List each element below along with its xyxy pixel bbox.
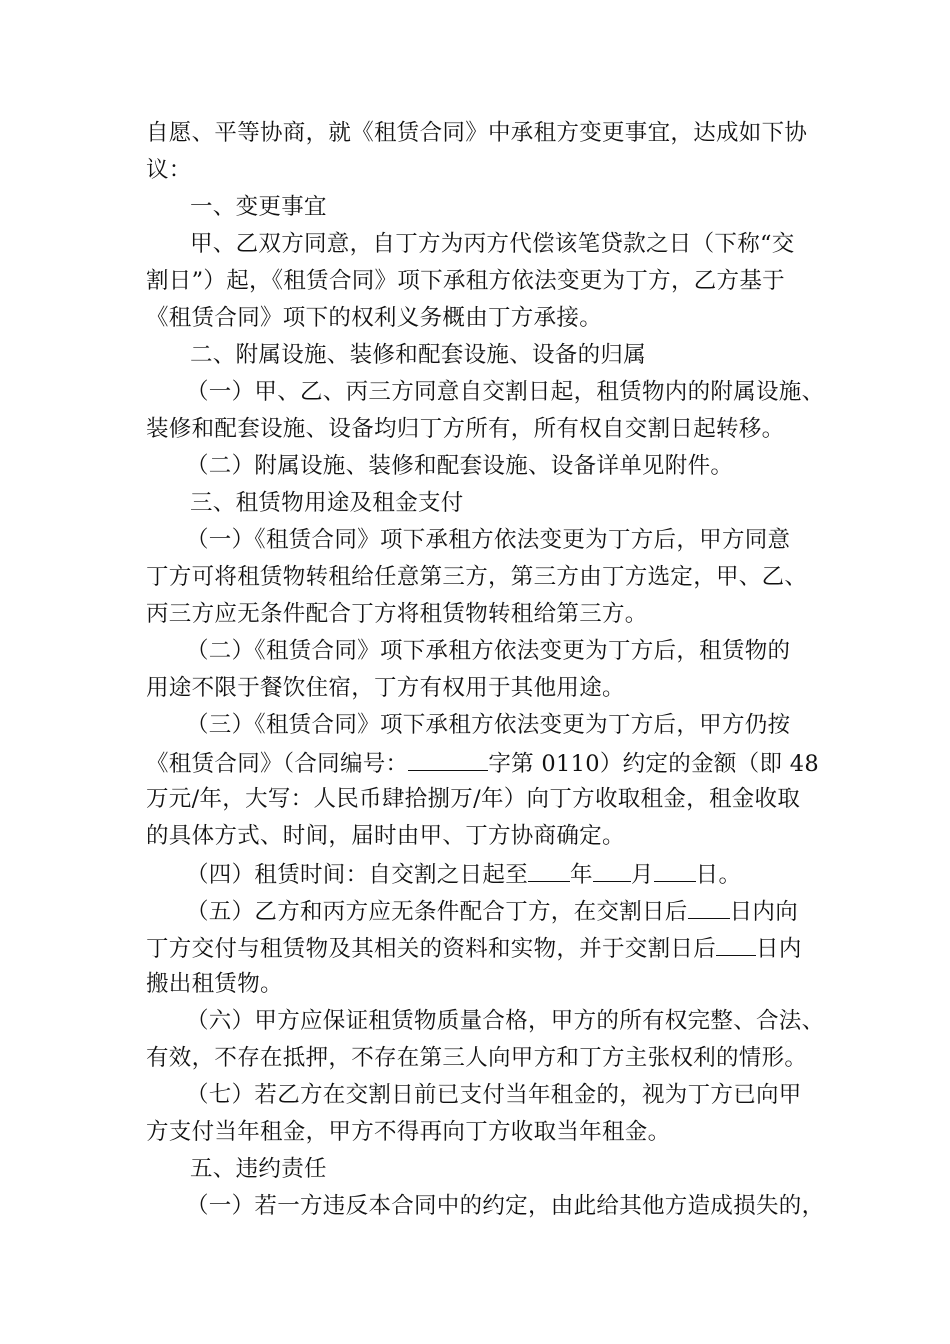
section-heading: 二、附属设施、装修和配套设施、设备的归属 bbox=[190, 342, 647, 368]
text-line: （一）甲、乙、丙三方同意自交割日起，租赁物内的附属设施、 bbox=[186, 379, 825, 405]
text-line: 方支付当年租金，甲方不得再向丁方收取当年租金。 bbox=[146, 1119, 671, 1145]
text-line: （一）《租赁合同》项下承租方依法变更为丁方后，甲方同意 bbox=[186, 527, 791, 553]
text-segment: （四）租赁时间：自交割之日起至 bbox=[186, 862, 529, 888]
days-blank bbox=[716, 929, 756, 956]
text-line bbox=[146, 892, 832, 929]
text-line: 割日”）起，《租赁合同》项下承租方依法变更为丁方，乙方基于 bbox=[146, 268, 785, 294]
text-line: （一）若一方违反本合同中的约定，由此给其他方造成损失的， bbox=[186, 1193, 825, 1219]
text-segment: （五）乙方和丙方应无条件配合丁方，在交割日后 bbox=[186, 899, 688, 925]
text-segment: 年 bbox=[570, 862, 593, 888]
text-line: 甲、乙双方同意，自丁方为丙方代偿该笔贷款之日（下称“交 bbox=[190, 231, 795, 257]
text-line: （七）若乙方在交割日前已支付当年租金的，视为丁方已向甲 bbox=[186, 1082, 802, 1108]
text-line: （三）《租赁合同》项下承租方依法变更为丁方后，甲方仍按 bbox=[186, 712, 791, 738]
day-blank bbox=[654, 855, 696, 882]
text-line: 丙三方应无条件配合丁方将租赁物转租给第三方。 bbox=[146, 601, 648, 627]
text-line bbox=[146, 855, 832, 892]
section-heading: 一、变更事宜 bbox=[190, 194, 327, 220]
text-line: 《租赁合同》项下的权利义务概由丁方承接。 bbox=[146, 305, 603, 331]
days-blank bbox=[688, 892, 730, 919]
text-segment: 日。 bbox=[695, 862, 742, 888]
text-line bbox=[146, 929, 832, 966]
text-segment: 《租赁合同》（合同编号： bbox=[146, 751, 409, 777]
text-line: 丁方可将租赁物转租给任意第三方，第三方由丁方选定，甲、乙、 bbox=[146, 564, 808, 590]
text-line: （二）附属设施、装修和配套设施、设备详单见附件。 bbox=[186, 453, 734, 479]
text-line: 用途不限于餐饮住宿，丁方有权用于其他用途。 bbox=[146, 675, 625, 701]
section-heading: 三、租赁物用途及租金支付 bbox=[190, 490, 464, 516]
text-line bbox=[146, 744, 832, 781]
text-line: （二）《租赁合同》项下承租方依法变更为丁方后，租赁物的 bbox=[186, 638, 791, 664]
text-line: 装修和配套设施、设备均归丁方所有，所有权自交割日起转移。 bbox=[146, 416, 785, 442]
text-line: 万元/年，大写：人民币肆拾捌万/年）向丁方收取租金，租金收取 bbox=[146, 786, 801, 812]
text-line: 自愿、平等协商，就《租赁合同》中承租方变更事宜，达成如下协 bbox=[146, 120, 808, 146]
contract-document bbox=[146, 115, 832, 1225]
text-line: 的具体方式、时间，届时由甲、丁方协商确定。 bbox=[146, 823, 625, 849]
text-line: 有效，不存在抵押，不存在第三人向甲方和丁方主张权利的情形。 bbox=[146, 1045, 808, 1071]
section-heading: 五、违约责任 bbox=[190, 1156, 327, 1182]
text-segment: 日内向 bbox=[729, 899, 799, 925]
text-segment: 字第 0110）约定的金额（即 48 bbox=[488, 751, 819, 777]
text-line: 搬出租赁物。 bbox=[146, 971, 283, 997]
year-blank bbox=[528, 855, 570, 882]
text-line: （六）甲方应保证租赁物质量合格，甲方的所有权完整、合法、 bbox=[186, 1008, 825, 1034]
text-segment: 日内 bbox=[756, 936, 802, 962]
text-line: 议： bbox=[146, 157, 192, 183]
text-segment: 丁方交付与租赁物及其相关的资料和实物，并于交割日后 bbox=[146, 936, 717, 962]
contract-number-blank bbox=[408, 744, 488, 771]
month-blank bbox=[593, 855, 631, 882]
text-segment: 月 bbox=[630, 862, 654, 888]
